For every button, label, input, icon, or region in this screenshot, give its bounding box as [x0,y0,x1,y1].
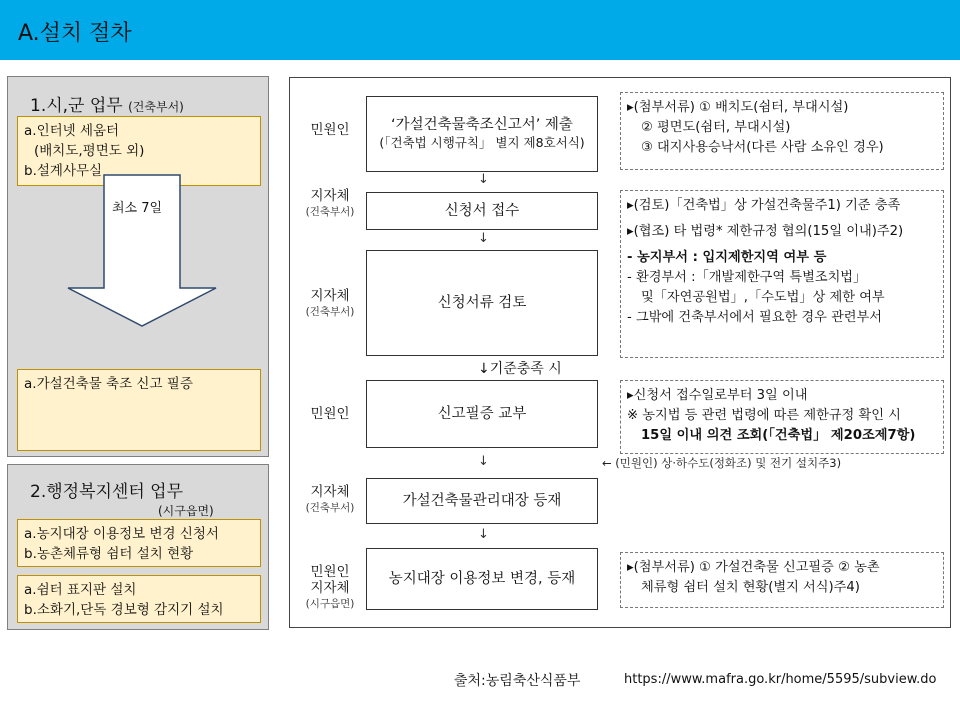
flow-arrow: ↓ [478,231,489,246]
detail-line: ▸신청서 접수일로부터 3일 이내 [627,388,808,403]
actor-label [300,122,360,138]
actor-name: 지자체 [310,188,350,204]
detail-line: ▸(협조) 타 법령* 제한규정 협의(15일 이내)주2) [627,224,904,239]
step-receive-application [366,192,598,230]
flow-arrow: ↓ [478,527,489,542]
criteria-met-label: ↓기준충족 시 [478,361,562,377]
detail-line: ② 평면도(쉼터, 부대시설) [641,120,791,135]
review-detail [620,190,944,358]
actor-label [300,188,360,220]
procedure-flowchart [289,77,951,628]
step-text: 신청서 접수 [444,203,520,219]
panel-heading [30,91,184,116]
detail-line: ③ 대지사용승낙서(다른 사람 소유인 경우) [641,140,884,155]
actor-label [300,288,360,320]
detail-line: ▸(검토)「건축법」상 가설건축물주1) 기준 충족 [627,198,901,213]
title-bar [0,0,960,60]
source-label: 출처:농림축산식품부 [454,673,581,689]
actor-name: 민원인 지자체 [310,564,350,596]
detail-line: ▸(첨부서류) ① 배치도(쉼터, 부대시설) [627,100,849,115]
detail-line: - 환경부서 :「개발제한구역 특별조치법」 [627,270,867,285]
actor-name: 민원인 [310,406,350,422]
step-issue-certificate [366,380,598,448]
step-text: 가설건축물관리대장 등재 [402,493,562,509]
actor-dept: (건축부서) [305,206,355,218]
panel-heading-sub: (시구읍면) [158,504,214,518]
minimum-days-label: 최소 7일 [112,201,163,216]
detail-line: ▸(첨부서류) ① 가설건축물 신고필증 ② 농촌 [627,560,880,575]
step-text: 농지대장 이용정보 변경, 등재 [388,571,576,587]
note-line: a.쉼터 표지판 설치 [24,582,137,598]
attachments-detail [620,92,944,170]
farmland-registry-note [17,519,261,567]
detail-line: - 농지부서 : 입지제한지역 여부 등 [627,250,827,265]
step-text: ‘가설건축물축조신고서’ 제출 [391,117,573,133]
registry-attachments-detail [620,552,944,608]
step-review-documents [366,250,598,356]
actor-name: 지자체 [310,288,350,304]
certificate-note [17,369,261,451]
step-update-farmland-registry [366,548,598,610]
note-line: a.농지대장 이용정보 변경 신청서 [24,526,219,542]
certificate-detail [620,380,944,454]
actor-dept: (건축부서) [305,502,355,514]
panel-heading-sub: (건축부서) [128,100,184,114]
flow-arrow: ↓ [478,454,489,469]
note-line: b.설계사무실 [24,163,103,179]
actor-label [300,484,360,516]
source-url: https://www.mafra.go.kr/home/5595/subview.do [624,672,937,687]
actor-name: 지자체 [310,484,350,500]
detail-line: ※ 농지법 등 관련 법령에 따른 제한규정 확인 시 [627,408,901,423]
step-text: 신청서류 검토 [437,295,527,311]
actor-dept: (시구읍면) [305,598,355,610]
step-text: 신고필증 교부 [437,406,527,422]
flow-arrow: ↓ [478,172,489,187]
step-register-ledger [366,478,598,524]
welfare-center-panel [7,464,269,630]
step-subtext: (「건축법 시행규칙」 별지 제8호서식) [379,135,585,150]
detail-line: 체류형 쉼터 설치 현황(별지 서식)주4) [641,580,860,595]
note-line: b.농촌체류형 쉼터 설치 현황 [24,546,194,562]
panel-heading: 2.행정복지센터 업무 [30,482,183,502]
detail-line: 및「자연공원법」,「수도법」상 제한 여부 [641,290,885,305]
note-line: b.소화기,단독 경보형 감지기 설치 [24,602,224,618]
actor-name: 민원인 [310,122,350,138]
step-submit-declaration [366,96,598,172]
detail-line: 15일 이내 의견 조회(「건축법」 제20조제7항) [641,428,916,443]
safety-equipment-note [17,575,261,623]
utilities-note: ← (민원인) 상·하수도(정화조) 및 전기 설치주3) [602,456,842,470]
detail-line: - 그밖에 건축부서에서 필요한 경우 관련부서 [627,310,883,325]
note-line: a.가설건축물 축조 신고 필증 [24,376,193,392]
page-title: A.설치 절차 [18,21,132,46]
actor-dept: (건축부서) [305,306,355,318]
note-line: a.인터넷 세움터 [24,123,120,139]
actor-label [300,406,360,422]
panel-heading-text: 1.시,군 업무 [30,96,123,116]
actor-label [300,548,360,628]
note-line: (배치도,평면도 외) [34,143,145,159]
